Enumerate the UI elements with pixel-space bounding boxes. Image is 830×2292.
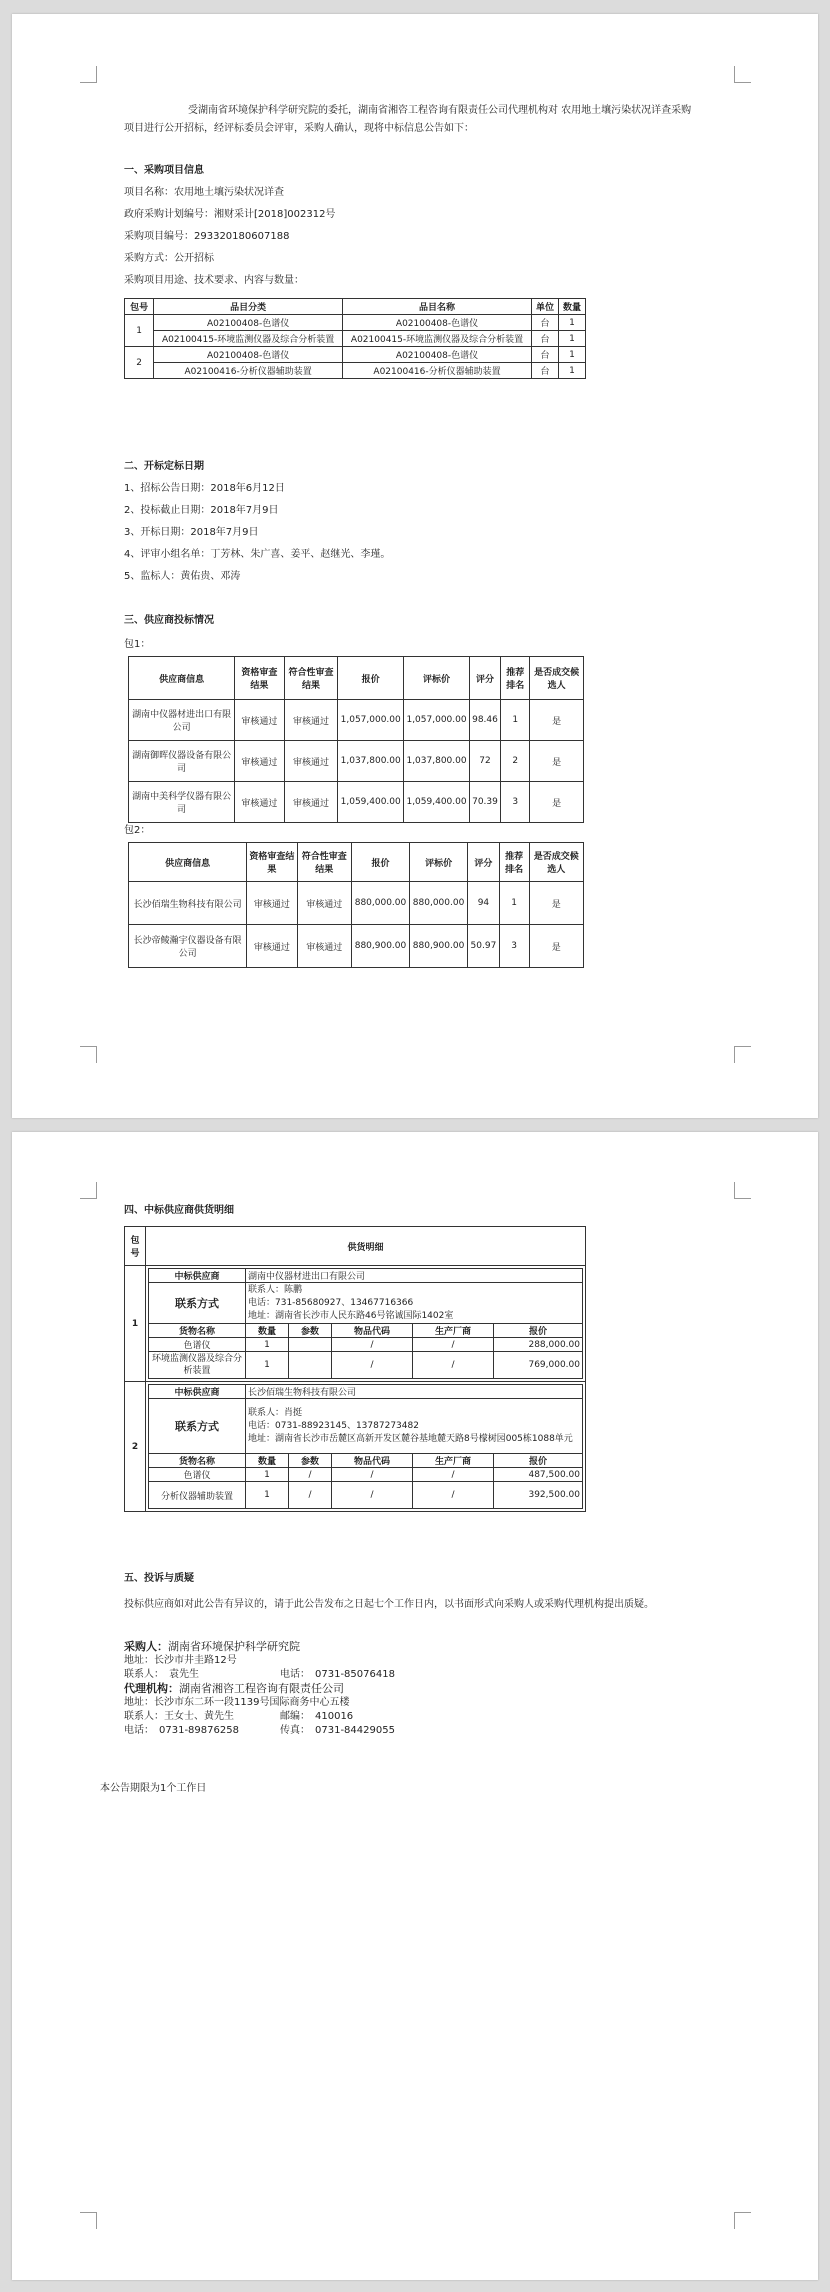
compliance-result: 审核通过	[284, 782, 338, 823]
bid-table-2	[128, 842, 584, 968]
page-margin-mark	[80, 2212, 97, 2229]
agent-contact: 联系人：王女士、黄先生	[124, 1711, 234, 1722]
col-header: 参数	[289, 1454, 332, 1468]
col-header: 评分	[468, 843, 500, 882]
qualification-result: 审核通过	[235, 700, 285, 741]
goods-qty: 1	[246, 1338, 289, 1352]
table-row	[129, 700, 584, 741]
section-title: 一、采购项目信息	[124, 165, 204, 176]
agent-phone: 电话： 0731-89876258	[124, 1725, 239, 1736]
col-header: 资格审查结果	[235, 657, 285, 700]
section-title: 三、供应商投标情况	[124, 615, 214, 626]
table-row	[149, 1468, 583, 1482]
item-table	[124, 298, 586, 379]
col-header: 报价	[338, 657, 404, 700]
buyer-address: 地址：长沙市井圭路12号	[124, 1655, 237, 1666]
package-detail	[148, 1268, 583, 1379]
table-row	[125, 331, 586, 347]
purchase-method: 采购方式：公开招标	[124, 253, 214, 264]
table-cell: A02100408-色谱仪	[154, 315, 343, 331]
supplier-name: 长沙帝鲮瀚宇仪器设备有限公司	[129, 925, 247, 968]
col-header: 供应商信息	[129, 657, 235, 700]
col-header: 数量	[246, 1324, 289, 1338]
table-cell: A02100415-环境监测仪器及综合分析装置	[343, 331, 532, 347]
buyer-line	[124, 1640, 300, 1654]
contact-person: 联系人：肖挺	[248, 1407, 303, 1418]
agent-fax: 传真： 0731-84429055	[280, 1725, 395, 1736]
plan-number: 政府采购计划编号：湘财采计[2018]002312号	[124, 209, 336, 220]
compliance-result: 审核通过	[297, 925, 351, 968]
table-cell: A02100415-环境监测仪器及综合分析装置	[154, 331, 343, 347]
col-header: 数量	[246, 1454, 289, 1468]
table-cell: A02100408-色谱仪	[343, 315, 532, 331]
project-name: 项目名称：农用地土壤污染状况详查	[124, 187, 284, 198]
purchase-usage: 采购项目用途、技术要求、内容与数量：	[124, 275, 304, 286]
date-item: 4、评审小组名单：丁芳林、朱广喜、姜平、赵继光、李瑾。	[124, 549, 391, 560]
agent-label: 代理机构：	[124, 1682, 179, 1695]
table-row	[129, 925, 584, 968]
page-margin-mark	[734, 2212, 751, 2229]
goods-code: /	[332, 1338, 413, 1352]
table-cell: 1	[558, 315, 585, 331]
col-header: 报价	[494, 1324, 583, 1338]
table-row	[129, 882, 584, 925]
agent-name: 湖南省湘咨工程咨询有限责任公司	[179, 1682, 344, 1695]
project-number: 采购项目编号：293320180607188	[124, 231, 290, 242]
package-detail	[148, 1384, 583, 1509]
goods-param: /	[289, 1482, 332, 1509]
goods-code: /	[332, 1468, 413, 1482]
col-header: 符合性审查结果	[284, 657, 338, 700]
goods-price: 487,500.00	[494, 1468, 583, 1482]
date-item: 2、投标截止日期：2018年7月9日	[124, 505, 279, 516]
label: 联系方式	[149, 1283, 246, 1324]
supplier-name: 湖南中美科学仪器有限公司	[129, 782, 235, 823]
col-header: 货物名称	[149, 1324, 246, 1338]
col-header: 物品代码	[332, 1454, 413, 1468]
bid-price: 880,000.00	[351, 882, 409, 925]
document-page-2	[12, 1132, 818, 2280]
goods-price: 769,000.00	[494, 1352, 583, 1379]
goods-qty: 1	[246, 1482, 289, 1509]
winning-supplier: 湖南中仪器材进出口有限公司	[246, 1269, 583, 1283]
page-margin-mark	[734, 66, 751, 83]
compliance-result: 审核通过	[284, 741, 338, 782]
col-header: 评标价	[404, 657, 470, 700]
contact-info	[246, 1399, 583, 1454]
section-title: 二、开标定标日期	[124, 461, 204, 472]
col-header: 报价	[351, 843, 409, 882]
goods-param	[289, 1338, 332, 1352]
table-row	[149, 1338, 583, 1352]
col-header: 评分	[469, 657, 500, 700]
page-margin-mark	[80, 66, 97, 83]
date-item: 3、开标日期：2018年7月9日	[124, 527, 259, 538]
col-header: 符合性审查结果	[297, 843, 351, 882]
goods-param	[289, 1352, 332, 1379]
label: 中标供应商	[149, 1385, 246, 1399]
contact-address: 地址：湖南省长沙市人民东路46号铭诚国际1402室	[248, 1310, 454, 1321]
goods-qty: 1	[246, 1352, 289, 1379]
candidate: 是	[530, 741, 584, 782]
rank: 2	[501, 741, 530, 782]
col-header: 参数	[289, 1324, 332, 1338]
goods-name: 分析仪器辅助装置	[149, 1482, 246, 1509]
table-cell: A02100416-分析仪器辅助装置	[343, 363, 532, 379]
table-cell: 1	[558, 347, 585, 363]
notice-period: 本公告期限为1个工作日	[100, 1783, 207, 1794]
bid-price: 880,900.00	[351, 925, 409, 968]
col-header: 品目分类	[154, 299, 343, 315]
package-number: 1	[125, 1266, 146, 1382]
goods-maker: /	[413, 1338, 494, 1352]
goods-name: 色谱仪	[149, 1338, 246, 1352]
table-row	[125, 347, 586, 363]
eval-price: 1,057,000.00	[404, 700, 470, 741]
page-margin-mark	[80, 1046, 97, 1063]
intro-line-2: 项目进行公开招标，经评标委员会评审，采购人确认，现将中标信息公告如下：	[124, 123, 474, 134]
bid-price: 1,037,800.00	[338, 741, 404, 782]
package-number: 1	[125, 315, 154, 347]
eval-price: 880,000.00	[410, 882, 468, 925]
table-row	[129, 741, 584, 782]
table-row	[125, 315, 586, 331]
agent-line	[124, 1682, 344, 1696]
qualification-result: 审核通过	[247, 925, 297, 968]
rank: 1	[501, 700, 530, 741]
table-cell: 1	[558, 331, 585, 347]
goods-price: 288,000.00	[494, 1338, 583, 1352]
eval-price: 1,059,400.00	[404, 782, 470, 823]
table-row	[149, 1482, 583, 1509]
table-row	[125, 363, 586, 379]
goods-code: /	[332, 1352, 413, 1379]
package-number: 2	[125, 1382, 146, 1512]
goods-qty: 1	[246, 1468, 289, 1482]
table-cell: 台	[531, 331, 558, 347]
col-header: 包号	[125, 299, 154, 315]
section-title: 五、投诉与质疑	[124, 1573, 194, 1584]
bid-price: 1,057,000.00	[338, 700, 404, 741]
col-header: 生产厂商	[413, 1324, 494, 1338]
supply-detail-table	[124, 1226, 586, 1512]
table-cell: A02100408-色谱仪	[154, 347, 343, 363]
table-cell: 台	[531, 315, 558, 331]
buyer-name: 湖南省环境保护科学研究院	[168, 1640, 300, 1653]
col-header: 品目名称	[343, 299, 532, 315]
col-header: 生产厂商	[413, 1454, 494, 1468]
supplier-name: 湖南中仪器材进出口有限公司	[129, 700, 235, 741]
complaint-text: 投标供应商如对此公告有异议的，请于此公告发布之日起七个工作日内，以书面形式向采购人或采购代理机构提出质疑。	[124, 1599, 654, 1610]
page-margin-mark	[80, 1182, 97, 1199]
goods-name: 环境监测仪器及综合分析装置	[149, 1352, 246, 1379]
rank: 3	[501, 782, 530, 823]
contact-address: 地址：湖南省长沙市岳麓区高新开发区麓谷基地麓天路8号檬树园005栋1088单元	[248, 1433, 573, 1444]
col-header: 是否成交候选人	[530, 657, 584, 700]
compliance-result: 审核通过	[284, 700, 338, 741]
table-cell: 台	[531, 347, 558, 363]
table-row	[149, 1352, 583, 1379]
supplier-name: 湖南御晖仪器设备有限公司	[129, 741, 235, 782]
bid-table-1	[128, 656, 584, 823]
date-item: 1、招标公告日期：2018年6月12日	[124, 483, 285, 494]
goods-maker: /	[413, 1482, 494, 1509]
score: 98.46	[469, 700, 500, 741]
col-header: 物品代码	[332, 1324, 413, 1338]
winning-supplier: 长沙佰瑞生物科技有限公司	[246, 1385, 583, 1399]
goods-name: 色谱仪	[149, 1468, 246, 1482]
col-header: 推荐排名	[499, 843, 529, 882]
contact-info	[246, 1283, 583, 1324]
table-cell: A02100408-色谱仪	[343, 347, 532, 363]
col-header: 单位	[531, 299, 558, 315]
package-label: 包1：	[124, 639, 151, 650]
rank: 1	[499, 882, 529, 925]
candidate: 是	[529, 882, 583, 925]
contact-person: 联系人：陈鹏	[248, 1284, 303, 1295]
score: 70.39	[469, 782, 500, 823]
compliance-result: 审核通过	[297, 882, 351, 925]
col-header: 报价	[494, 1454, 583, 1468]
col-header: 资格审查结果	[247, 843, 297, 882]
supplier-name: 长沙佰瑞生物科技有限公司	[129, 882, 247, 925]
label: 中标供应商	[149, 1269, 246, 1283]
document-page-1	[12, 14, 818, 1118]
goods-maker: /	[413, 1352, 494, 1379]
col-header: 包号	[125, 1227, 146, 1266]
goods-maker: /	[413, 1468, 494, 1482]
section-title: 四、中标供应商供货明细	[124, 1205, 234, 1216]
candidate: 是	[530, 700, 584, 741]
score: 72	[469, 741, 500, 782]
page-margin-mark	[734, 1182, 751, 1199]
contact-phone: 电话：731-85680927、13467716366	[248, 1297, 414, 1308]
agent-zip: 邮编： 410016	[280, 1711, 354, 1722]
table-cell: 1	[558, 363, 585, 379]
page-margin-mark	[734, 1046, 751, 1063]
buyer-contact: 联系人： 袁先生	[124, 1669, 199, 1680]
buyer-phone: 电话： 0731-85076418	[280, 1669, 395, 1680]
goods-code: /	[332, 1482, 413, 1509]
qualification-result: 审核通过	[247, 882, 297, 925]
eval-price: 1,037,800.00	[404, 741, 470, 782]
buyer-label: 采购人：	[124, 1640, 168, 1653]
intro-line-1: 受湖南省环境保护科学研究院的委托，湖南省湘咨工程咨询有限责任公司代理机构对 农用地土壤污染状况详查采购	[188, 105, 692, 116]
col-header: 数量	[558, 299, 585, 315]
goods-param: /	[289, 1468, 332, 1482]
qualification-result: 审核通过	[235, 782, 285, 823]
col-header: 供货明细	[146, 1227, 586, 1266]
date-item: 5、监标人：黄佑贵、邓涛	[124, 571, 241, 582]
candidate: 是	[529, 925, 583, 968]
col-header: 是否成交候选人	[529, 843, 583, 882]
package-number: 2	[125, 347, 154, 379]
goods-price: 392,500.00	[494, 1482, 583, 1509]
qualification-result: 审核通过	[235, 741, 285, 782]
col-header: 供应商信息	[129, 843, 247, 882]
rank: 3	[499, 925, 529, 968]
score: 50.97	[468, 925, 500, 968]
agent-address: 地址：长沙市东二环一段1139号国际商务中心五楼	[124, 1697, 350, 1708]
col-header: 评标价	[410, 843, 468, 882]
col-header: 推荐排名	[501, 657, 530, 700]
eval-price: 880,900.00	[410, 925, 468, 968]
label: 联系方式	[149, 1399, 246, 1454]
table-row	[129, 782, 584, 823]
package-label: 包2：	[124, 825, 151, 836]
candidate: 是	[530, 782, 584, 823]
col-header: 货物名称	[149, 1454, 246, 1468]
table-cell: A02100416-分析仪器辅助装置	[154, 363, 343, 379]
bid-price: 1,059,400.00	[338, 782, 404, 823]
table-cell: 台	[531, 363, 558, 379]
score: 94	[468, 882, 500, 925]
contact-phone: 电话：0731-88923145、13787273482	[248, 1420, 419, 1431]
